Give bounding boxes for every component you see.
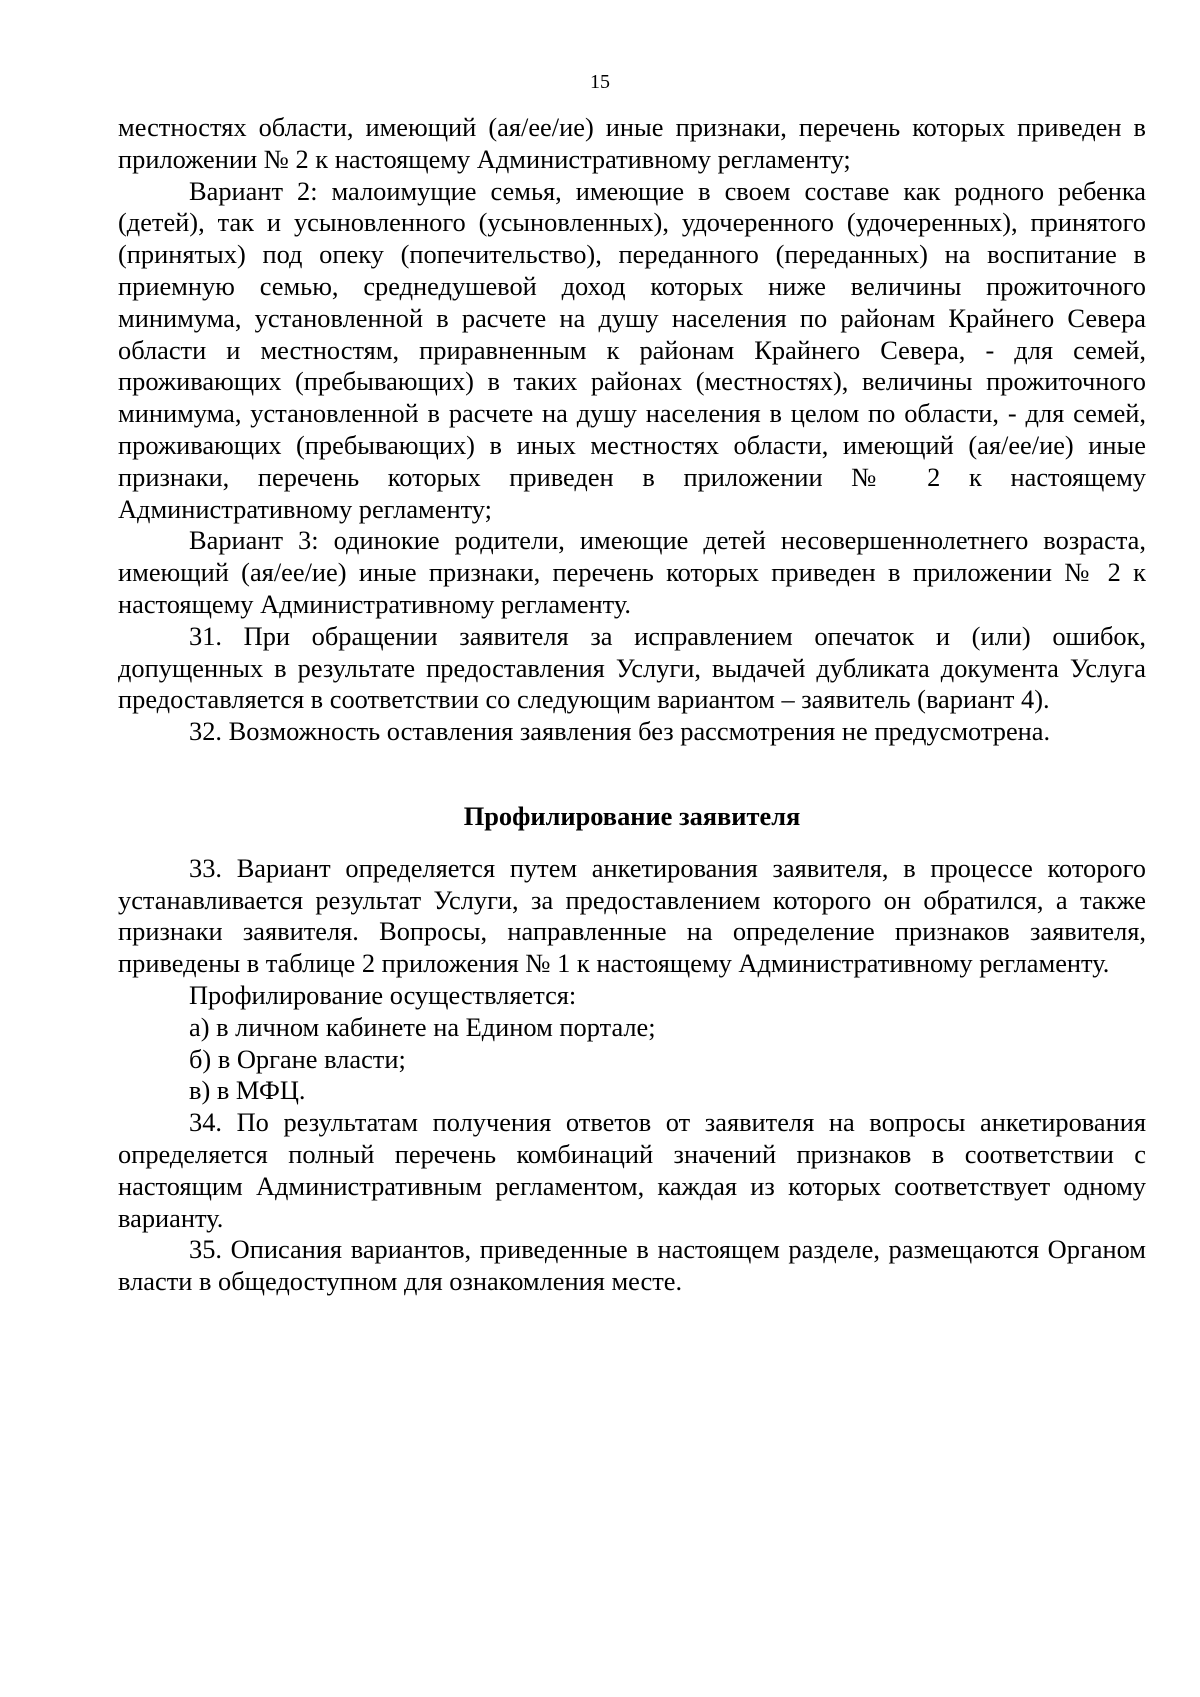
paragraph-continuation: местностях области, имеющий (ая/ее/ие) иные признаки, перечень которых приведен в приложении № 2 к настоящему Административному регламенту;	[118, 112, 1146, 174]
page-number: 15	[590, 71, 610, 93]
paragraph-34: 34. По результатам получения ответов от заявителя на вопросы анкетирования определяется полный перечень комбинаций значений признаков в соответствии с настоящим Административным регламентом, каждая из которых соответствует одному варианту.	[118, 1107, 1146, 1233]
section-heading: Профилирование заявителя	[463, 800, 801, 831]
list-item-a: а) в личном кабинете на Едином портале;	[189, 1011, 656, 1042]
section-variants	[118, 112, 1146, 748]
paragraph-variant-3: Вариант 3: одинокие родители, имеющие детей несовершеннолетнего возраста, имеющий (ая/ее/ие) иные признаки, перечень которых приведен в приложении № 2 к настоящему Административному регламенту.	[118, 525, 1146, 619]
list-item-b: б) в Органе власти;	[189, 1043, 406, 1074]
list-item-c: в) в МФЦ.	[189, 1075, 306, 1106]
paragraph-33: 33. Вариант определяется путем анкетирования заявителя, в процессе которого устанавливается результат Услуги, за предоставлением которого он обратился, а также признаки заявителя. Вопросы, направленные на определение признаков заявителя, приведены в таблице 2 приложения № 1 к настоящему Административному регламенту.	[118, 852, 1146, 979]
paragraph-35: 35. Описания вариантов, приведенные в настоящем разделе, размещаются Органом власти в общедоступном для ознакомления месте.	[118, 1234, 1146, 1297]
section-profiling	[118, 853, 1146, 1298]
document-body	[118, 112, 1146, 1298]
paragraph-31: 31. При обращении заявителя за исправлением опечаток и (или) ошибок, допущенных в результате предоставления Услуги, выдачей дубликата документа Услуга предоставляется в соответствии со следующим вариантом – заявитель (вариант 4).	[118, 620, 1146, 715]
paragraph-32: 32. Возможность оставления заявления без рассмотрения не предусмотрена.	[189, 716, 1051, 747]
paragraph-variant-2: Вариант 2: малоимущие семья, имеющие в своем составе как родного ребенка (детей), так и усыновленного (усыновленных), удочеренного (удочеренных), принятого (принятых) под опеку (попечительство), переданного (переданных) на воспитание в приемную семью, среднедушевой доход которых ниже величины прожиточного минимума, установленной в расчете на душу населения по районам Крайнего Севера области и местностям, приравненным к районам Крайнего Севера, - для семей, проживающих (пребывающих) в таких районах (местностях), величины прожиточного минимума, установленной в расчете на душу населения в целом по области, - для семей, проживающих (пребывающих) в иных местностях области, имеющий (ая/ее/ие) иные признаки, перечень которых приведен в приложении № 2 к настоящему Административному регламенту;	[118, 175, 1146, 524]
paragraph-profiling-intro: Профилирование осуществляется:	[189, 979, 577, 1010]
